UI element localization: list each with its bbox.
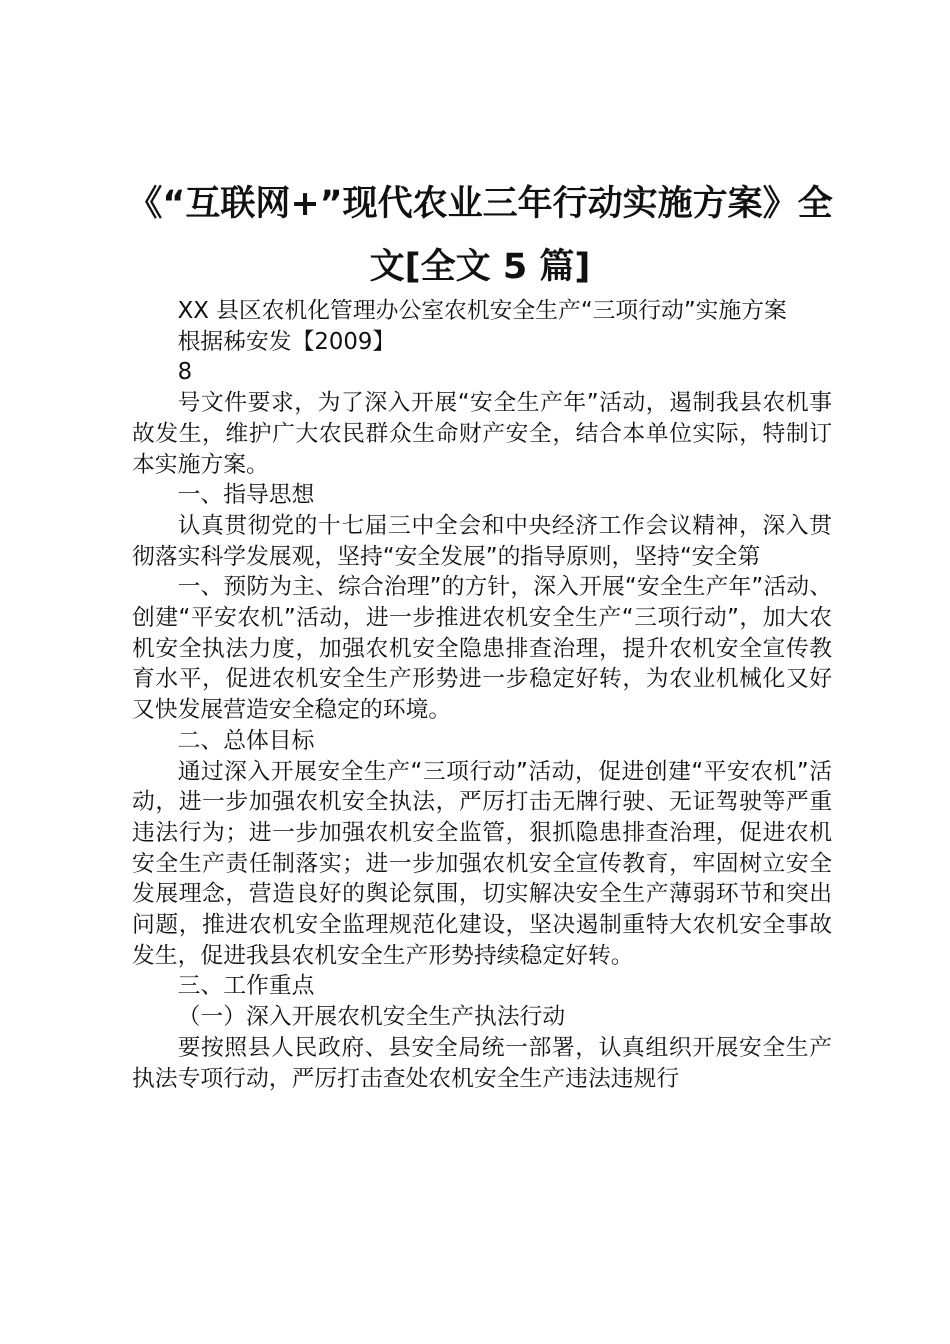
paragraph-basis: 根据秭安发【2009】 [177, 328, 396, 355]
section-heading-overall-goal: 二、总体目标 [177, 727, 315, 754]
paragraph-number: 8 [177, 359, 193, 386]
document-title-line-2: 文[全文 5 篇] [369, 247, 591, 287]
paragraph-heading-plan: XX 县区农机化管理办公室农机安全生产“三项行动”实施方案 [177, 298, 787, 324]
paragraph-purpose: 号文件要求，为了深入开展“安全生产年”活动，遏制我县农机事故发生，维护广大农民群众生命财产安全，结合本单位实际，特制订本实施方案。 [132, 390, 832, 478]
paragraph-guiding-thought: 认真贯彻党的十七届三中全会和中央经济工作会议精神，深入贯彻落实科学发展观，坚持“安全发展”的指导原则，坚持“安全第 [132, 512, 832, 570]
section-heading-work-focus: 三、工作重点 [177, 973, 315, 1000]
document-title-line-1: 《“互联网+”现代农业三年行动实施方案》全 [127, 184, 833, 224]
paragraph-enforcement: 要按照县人民政府、县安全局统一部署，认真组织开展安全生产执法专项行动，严厉打击查处农机安全生产违法违规行 [132, 1034, 832, 1092]
paragraph-overall-goal: 通过深入开展安全生产“三项行动”活动，促进创建“平安农机”活动，进一步加强农机安全执法，严厉打击无牌行驶、无证驾驶等严重违法行为；进一步加强农机安全监管，狠抓隐患排查治理，促进农机安全生产责任制落实；进一步加强农机安全宣传教育，牢固树立安全发展理念，营造良好的舆论氛围，切实解决安全生产薄弱环节和突出问题，推进农机安全监理规范化建设，坚决遏制重特大农机安全事故发生，促进我县农机安全生产形势持续稳定好转。 [132, 758, 832, 969]
section-heading-guiding-thought: 一、指导思想 [177, 482, 315, 509]
subsection-heading-enforcement: （一）深入开展农机安全生产执法行动 [177, 1004, 566, 1031]
document-body [132, 296, 832, 1094]
paragraph-policy: 一、预防为主、综合治理”的方针，深入开展“安全生产年”活动、创建“平安农机”活动，进一步推进农机安全生产“三项行动”，加大农机安全执法力度，加强农机安全隐患排查治理，提升农机安全宣传教育水平，促进农机安全生产形势进一步稳定好转，为农业机械化又好又快发展营造安全稳定的环境。 [132, 574, 832, 724]
